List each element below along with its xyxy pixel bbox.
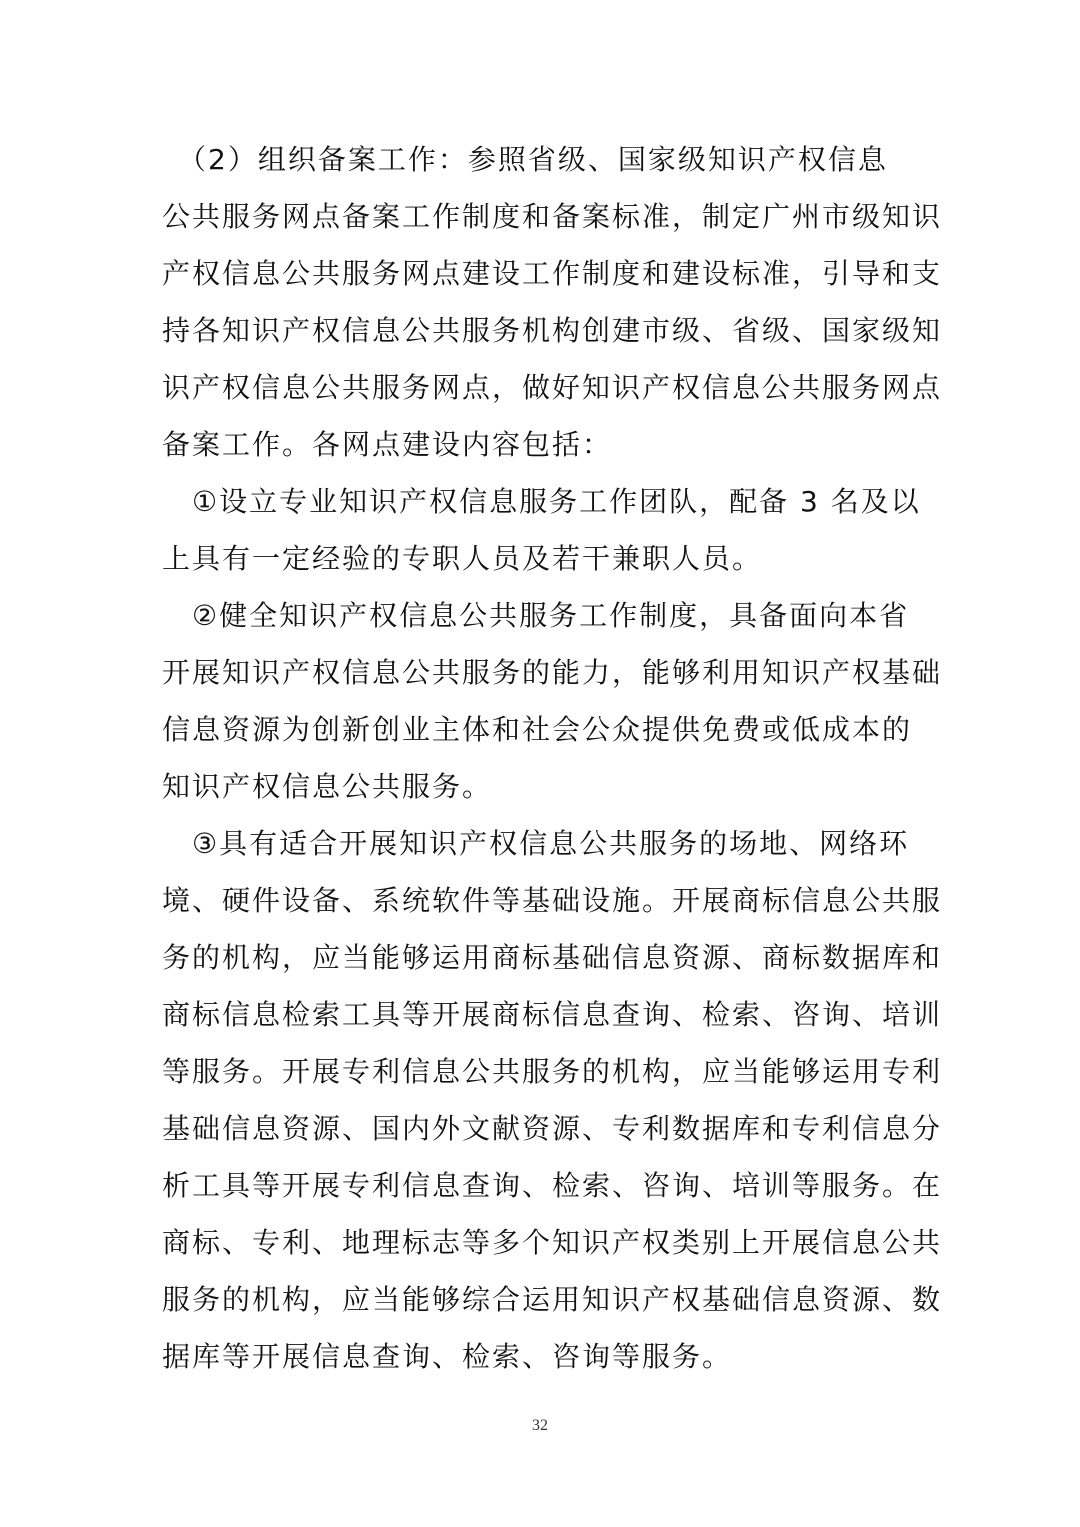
text-line: 商标信息检索工具等开展商标信息查询、检索、咨询、培训 <box>162 998 943 1031</box>
text-line: 开展知识产权信息公共服务的能力，能够利用知识产权基础 <box>162 656 943 689</box>
text-line: 产权信息公共服务网点建设工作制度和建设标准，引导和支 <box>162 257 943 290</box>
paragraph-item-2 <box>162 587 943 815</box>
text-line: 知识产权信息公共服务。 <box>162 770 493 803</box>
text-line: 境、硬件设备、系统软件等基础设施。开展商标信息公共服 <box>162 884 943 917</box>
text-line: 基础信息资源、国内外文献资源、专利数据库和专利信息分 <box>162 1112 943 1145</box>
text-line: ③具有适合开展知识产权信息公共服务的场地、网络环 <box>162 827 910 860</box>
paragraph-filing-work <box>162 131 943 473</box>
text-line: 析工具等开展专利信息查询、检索、咨询、培训等服务。在 <box>162 1169 943 1202</box>
text-line: ②健全知识产权信息公共服务工作制度，具备面向本省 <box>162 599 910 632</box>
text-line: 服务的机构，应当能够综合运用知识产权基础信息资源、数 <box>162 1283 943 1316</box>
body-text <box>162 131 943 1385</box>
paragraph-item-3 <box>162 815 943 1385</box>
paragraph-item-1 <box>162 473 922 587</box>
text-line: ①设立专业知识产权信息服务工作团队，配备 3 名及以 <box>162 485 921 518</box>
text-line: （2）组织备案工作：参照省级、国家级知识产权信息 <box>162 143 888 176</box>
text-line: 商标、专利、地理标志等多个知识产权类别上开展信息公共 <box>162 1226 943 1259</box>
text-line: 务的机构，应当能够运用商标基础信息资源、商标数据库和 <box>162 941 943 974</box>
text-line: 识产权信息公共服务网点，做好知识产权信息公共服务网点 <box>162 371 943 404</box>
text-line: 信息资源为创新创业主体和社会公众提供免费或低成本的 <box>162 713 913 746</box>
text-line: 据库等开展信息查询、检索、咨询等服务。 <box>162 1340 733 1373</box>
page-number: 32 <box>532 1417 548 1434</box>
text-line: 等服务。开展专利信息公共服务的机构，应当能够运用专利 <box>162 1055 943 1088</box>
text-line: 持各知识产权信息公共服务机构创建市级、省级、国家级知 <box>162 314 943 347</box>
text-line: 上具有一定经验的专职人员及若干兼职人员。 <box>162 542 763 575</box>
text-line: 公共服务网点备案工作制度和备案标准，制定广州市级知识 <box>162 200 943 233</box>
text-line: 备案工作。各网点建设内容包括： <box>162 428 613 461</box>
